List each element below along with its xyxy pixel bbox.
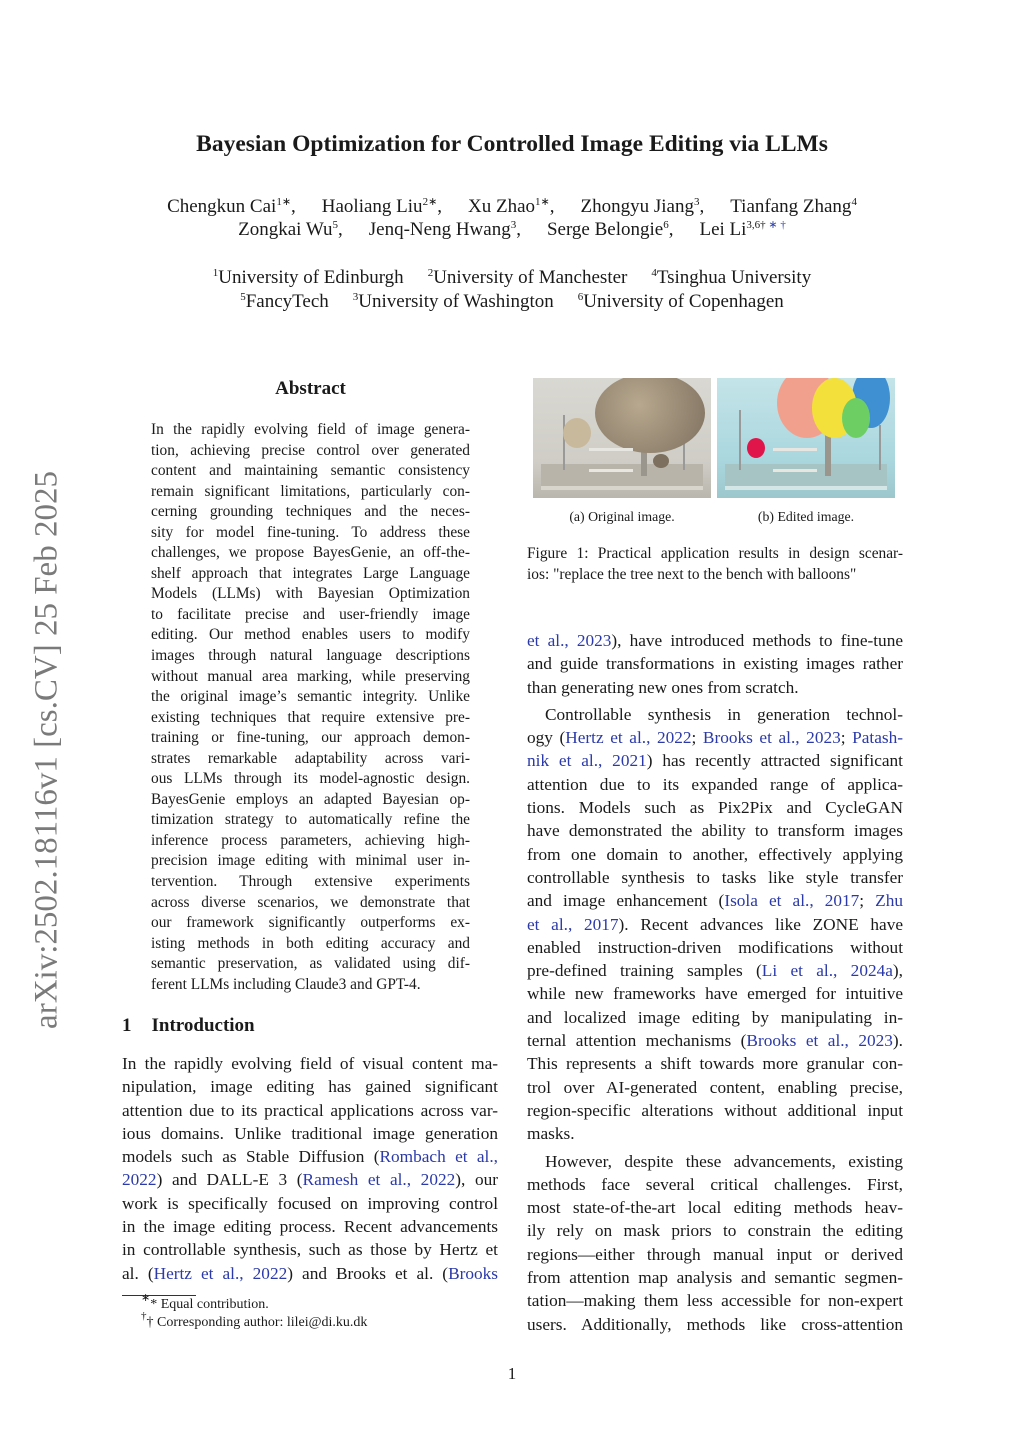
text-line: [527, 1266, 903, 1289]
text-span: methods face several critical challenges. First,: [527, 1174, 903, 1194]
text-line: [527, 1029, 903, 1052]
author-name: Chengkun Cai$^{1∗}$: [167, 196, 292, 217]
citation-link[interactable]: Rombach et al.,: [379, 1147, 498, 1167]
text-line: [151, 790, 470, 811]
affiliation: $^6$University of Copenhagen: [577, 291, 784, 312]
text-span: sity for model fine-tuning. To address these: [151, 523, 470, 541]
citation-link[interactable]: Hertz et al., 2022: [153, 1263, 288, 1283]
text-span: and guide transformations in existing images rather: [527, 654, 903, 674]
text-line: [122, 1262, 498, 1285]
text-line: [151, 482, 470, 503]
text-span: across diverse scenarios, we demonstrate that: [151, 893, 470, 911]
text-span: ). Recent advances like ZONE have: [618, 914, 904, 934]
text-line: [151, 523, 470, 544]
author-name: Tianfang Zhang$^4$: [730, 196, 857, 217]
text-line: [151, 728, 470, 749]
text-line: [527, 819, 903, 842]
text-span: attention due to its expanded range of applica-: [527, 774, 903, 794]
text-span: existing techniques that require extensive pre-: [151, 708, 470, 726]
text-line: [527, 1219, 903, 1242]
introduction-body-left: [122, 1052, 498, 1285]
text-line: [151, 831, 470, 852]
text-span: ;: [859, 891, 876, 911]
text-span: strates remarkable adaptability across vari-: [151, 749, 470, 767]
affiliation: $^4$Tsinghua University: [651, 267, 812, 288]
text-line: [527, 936, 903, 959]
text-span: and localized image editing by manipulating in-: [527, 1007, 903, 1027]
affiliation: $^1$University of Edinburgh: [212, 267, 404, 288]
text-line: [527, 843, 903, 866]
abstract-heading: Abstract: [275, 378, 346, 399]
text-span: precision image editing with minimal user in-: [151, 852, 470, 870]
text-line: [527, 543, 903, 564]
text-line: [151, 810, 470, 831]
citation-link[interactable]: et al., 2017: [527, 914, 619, 934]
text-span: al. (: [122, 1263, 154, 1283]
text-span: work is specifically focused on improving control: [122, 1193, 498, 1213]
text-line: [527, 889, 903, 912]
text-line: [151, 708, 470, 729]
text-line: [527, 959, 903, 982]
citation-link[interactable]: nik et al., 2021: [527, 751, 647, 771]
text-span: without manual area marking, while preserving: [151, 667, 470, 685]
affiliation: $^5$FancyTech: [240, 291, 329, 312]
text-span: Models (LLMs) with Bayesian Optimization: [151, 585, 470, 603]
text-line: [151, 461, 470, 482]
text-line: [527, 773, 903, 796]
text-span: However, despite these advancements, existing: [545, 1151, 903, 1171]
text-line: [527, 749, 903, 772]
text-span: ious domains. Unlike traditional image generation: [122, 1123, 498, 1143]
affiliation: $^3$University of Washington: [352, 291, 554, 312]
text-span: than generating new ones from scratch.: [527, 677, 799, 697]
text-span: models such as Stable Diffusion (: [122, 1147, 380, 1167]
author-name: Haoliang Liu$^{2∗}$: [321, 196, 438, 217]
footnote-divider: [122, 1295, 196, 1296]
text-line: [122, 1075, 498, 1098]
text-span: in the image editing process. Recent advancements: [122, 1217, 498, 1237]
text-line: [527, 703, 903, 726]
text-line: [527, 652, 903, 675]
text-line: [527, 1196, 903, 1219]
paper-title: Bayesian Optimization for Controlled Image Editing via LLMs: [196, 131, 828, 157]
section-heading-introduction: [122, 1015, 255, 1037]
author-name: Serge Belongie$^6$: [546, 219, 669, 240]
text-line: [151, 420, 470, 441]
text-line: [151, 893, 470, 914]
text-span: isting methods in both editing accuracy and: [151, 934, 470, 952]
text-span: ), our: [455, 1170, 498, 1190]
text-span: tervention. Through extensive experiments: [151, 873, 470, 891]
text-span: In the rapidly evolving field of visual content ma-: [122, 1054, 498, 1073]
text-line: [151, 584, 470, 605]
citation-link[interactable]: Brooks et al., 2023: [746, 1031, 893, 1051]
citation-link[interactable]: Hertz et al., 2022: [565, 728, 692, 748]
author-name: Jenq-Neng Hwang$^3$: [368, 219, 517, 240]
text-span: cerning grounding techniques and the neces-: [151, 503, 470, 521]
text-line: [122, 1145, 498, 1168]
affiliation-line-2: [0, 291, 1024, 313]
text-line: [151, 954, 470, 975]
arxiv-identifier[interactable]: arXiv:2502.18116v1 [cs.CV] 25 Feb 2025: [28, 471, 65, 1029]
text-span: ;: [840, 728, 853, 748]
figure-caption-text: [527, 543, 903, 585]
text-line: [122, 1052, 498, 1075]
text-line: [527, 1243, 903, 1266]
text-span: attention due to its practical applications across var-: [122, 1100, 498, 1120]
footnote-link[interactable]: ∗ †: [765, 219, 786, 231]
text-line: [527, 796, 903, 819]
text-line: [151, 543, 470, 564]
text-span: have demonstrated the ability to transform images: [527, 821, 903, 841]
text-span: ily rely on mask priors to constrain the editing: [527, 1221, 903, 1241]
text-span: This represents a shift towards more granular con-: [527, 1054, 903, 1074]
text-span: ternal attention mechanisms (: [527, 1031, 747, 1051]
text-span: ogy (: [527, 728, 566, 748]
text-line: [527, 1052, 903, 1075]
text-span: ) and Brooks et al. (: [287, 1263, 449, 1283]
text-line: [151, 975, 470, 996]
text-line: [151, 687, 470, 708]
text-span: and image enhancement (: [527, 891, 725, 911]
subcaption-b: (b) Edited image.: [757, 509, 855, 524]
text-line: [527, 676, 903, 699]
subcaption-a: (a) Original image.: [569, 509, 675, 524]
affiliation-line-1: [0, 267, 1024, 289]
text-span: training or fine-tuning, our approach demon-: [151, 729, 470, 747]
text-line: [151, 851, 470, 872]
text-span: ).: [892, 1031, 903, 1051]
text-span: shelf approach that integrates Large Language: [151, 564, 470, 582]
citation-link[interactable]: 2022: [122, 1170, 157, 1190]
text-line: [151, 749, 470, 770]
text-line: [527, 1006, 903, 1029]
author-name: Zongkai Wu$^5$: [238, 219, 339, 240]
citation-link[interactable]: Patash-: [852, 728, 904, 748]
text-span: most state-of-the-art local editing methods heav-: [527, 1198, 903, 1218]
text-span: semantic preservation, as validated using dif-: [151, 955, 470, 973]
intro-paragraph: [122, 1052, 498, 1285]
text-span: from attention map analysis and semantic segmen-: [527, 1268, 903, 1288]
text-span: challenges, we propose BayesGenie, an off-the-: [151, 544, 470, 562]
text-span: In the rapidly evolving field of image genera-: [151, 421, 470, 438]
text-line: [527, 1313, 903, 1336]
author-name: Lei $Li^{3,6\dagger}$ ∗ †: [699, 219, 786, 240]
text-span: ) and DALL-E 3 (: [156, 1170, 303, 1190]
text-line: [151, 769, 470, 790]
text-span: ) has recently attracted significant: [646, 751, 903, 771]
text-span: nipulation, image editing has gained significant: [122, 1077, 498, 1097]
paragraph: [527, 629, 903, 699]
text-line: [527, 1122, 903, 1145]
text-span: Figure 1: Practical application results in design scenar-: [527, 545, 903, 562]
text-line: [122, 1099, 498, 1122]
text-line: [527, 1289, 903, 1312]
figure-caption: [527, 543, 903, 585]
text-span: trol over AI-generated content, enabling precise,: [527, 1077, 903, 1097]
text-span: pre-defined training samples (: [527, 961, 762, 981]
text-span: ous LLMs through its model-agnostic design.: [151, 770, 470, 788]
text-line: [122, 1215, 498, 1238]
text-span: controllable synthesis to tasks like style transfer: [527, 867, 903, 887]
text-span: Controllable synthesis in generation technol-: [545, 704, 903, 724]
text-span: users. Additionally, methods like cross-attention: [527, 1314, 903, 1334]
text-line: [151, 625, 470, 646]
text-span: region-specific alterations without additional input: [527, 1100, 903, 1120]
paragraph: [527, 703, 903, 1146]
text-line: [151, 502, 470, 523]
text-line: [122, 1122, 498, 1145]
text-span: masks.: [527, 1124, 575, 1144]
text-line: [151, 564, 470, 585]
text-span: ),: [892, 961, 903, 981]
text-line: [527, 1076, 903, 1099]
text-span: images through natural language descriptions: [151, 647, 470, 665]
author-line-1: Chengkun Cai$^{1∗}$, Haoliang Liu$^{2∗}$, Xu Zhao$^{1∗}$, Zhongyu Jiang$^3$, Tianfang Zhang$^4$: [167, 196, 857, 217]
text-span: BayesGenie employs an adapted Bayesian op-: [151, 790, 470, 808]
text-span: tation—making them less accessible for non-expert: [527, 1291, 903, 1311]
text-line: [527, 726, 903, 749]
footnote-corresponding-author: †† Corresponding author: lilei@di.ku.dk: [141, 1310, 368, 1330]
text-span: tions. Models such as Pix2Pix and CycleGAN: [527, 798, 903, 818]
section-number: 1: [122, 1015, 132, 1036]
text-span: the original image’s semantic integrity. Unlike: [151, 688, 470, 706]
section-title: Introduction: [151, 1015, 255, 1036]
citation-link[interactable]: Zhu: [875, 891, 903, 911]
footnote-equal-contribution: ∗* Equal contribution.: [141, 1292, 269, 1312]
abstract-body: [151, 420, 470, 995]
text-line: [151, 441, 470, 462]
text-line: [122, 1238, 498, 1261]
text-span: ;: [691, 728, 703, 748]
text-line: [151, 913, 470, 934]
text-span: while new frameworks have emerged for intuitive: [527, 984, 903, 1004]
text-line: [151, 872, 470, 893]
text-span: ferent LLMs including Claude3 and GPT-4.: [151, 975, 421, 993]
text-line: [527, 1173, 903, 1196]
affiliation: $^2$University of Manchester: [427, 267, 628, 288]
text-line: [527, 629, 903, 652]
text-span: ios: "replace the tree next to the bench with balloons": [527, 566, 857, 583]
abstract-paragraph: [151, 420, 470, 995]
citation-link[interactable]: Li et al., 2024a: [761, 961, 893, 981]
text-line: [151, 605, 470, 626]
text-line: [122, 1192, 498, 1215]
text-line: [527, 1150, 903, 1173]
text-span: content and maintaining semantic consistency: [151, 462, 470, 480]
text-line: [527, 913, 903, 936]
citation-link[interactable]: et al., 2023: [527, 631, 612, 650]
text-span: from one domain to another, effectively applying: [527, 844, 903, 864]
text-span: regions—either through manual input or derived: [527, 1244, 903, 1264]
author-line-2: Zongkai Wu$^5$, Jenq-Neng Hwang$^3$, Serge Belongie$^6$, Lei $Li^{3,6\dagger}$ ∗ †: [238, 219, 786, 240]
text-span: enabled instruction-driven modifications without: [527, 937, 903, 957]
citation-link[interactable]: Brooks et al., 2023: [702, 728, 841, 748]
text-line: [527, 982, 903, 1005]
text-line: [527, 564, 903, 585]
figure-original-image: [533, 378, 711, 498]
text-span: remain significant limitations, particularly con-: [151, 482, 470, 500]
citation-link[interactable]: Brooks: [448, 1263, 499, 1283]
text-line: [527, 1099, 903, 1122]
text-span: inference process parameters, achieving high-: [151, 831, 470, 849]
text-span: tion, achieving precise control over generated: [151, 441, 470, 459]
citation-link[interactable]: Ramesh et al., 2022: [302, 1170, 456, 1190]
text-line: [151, 646, 470, 667]
text-span: our framework significantly outperforms ex-: [151, 914, 470, 932]
text-span: editing. Our method enables users to modify: [151, 626, 470, 644]
text-span: timization strategy to automatically refine the: [151, 811, 470, 829]
introduction-body-right: [527, 629, 903, 1336]
author-name: Xu Zhao$^{1∗}$: [468, 196, 550, 217]
citation-link[interactable]: Isola et al., 2017: [724, 891, 860, 911]
text-line: [151, 667, 470, 688]
author-name: Zhongyu Jiang$^3$: [580, 196, 700, 217]
page-number: 1: [507, 1364, 517, 1383]
text-line: [151, 934, 470, 955]
text-line: [527, 866, 903, 889]
text-span: ), have introduced methods to fine-tune: [611, 631, 904, 650]
figure-edited-image: [717, 378, 895, 498]
text-span: in controllable synthesis, such as those by Hertz et: [122, 1240, 498, 1260]
paragraph: [527, 1150, 903, 1336]
text-span: to facilitate precise and user-friendly image: [151, 605, 470, 623]
text-line: [122, 1168, 498, 1191]
